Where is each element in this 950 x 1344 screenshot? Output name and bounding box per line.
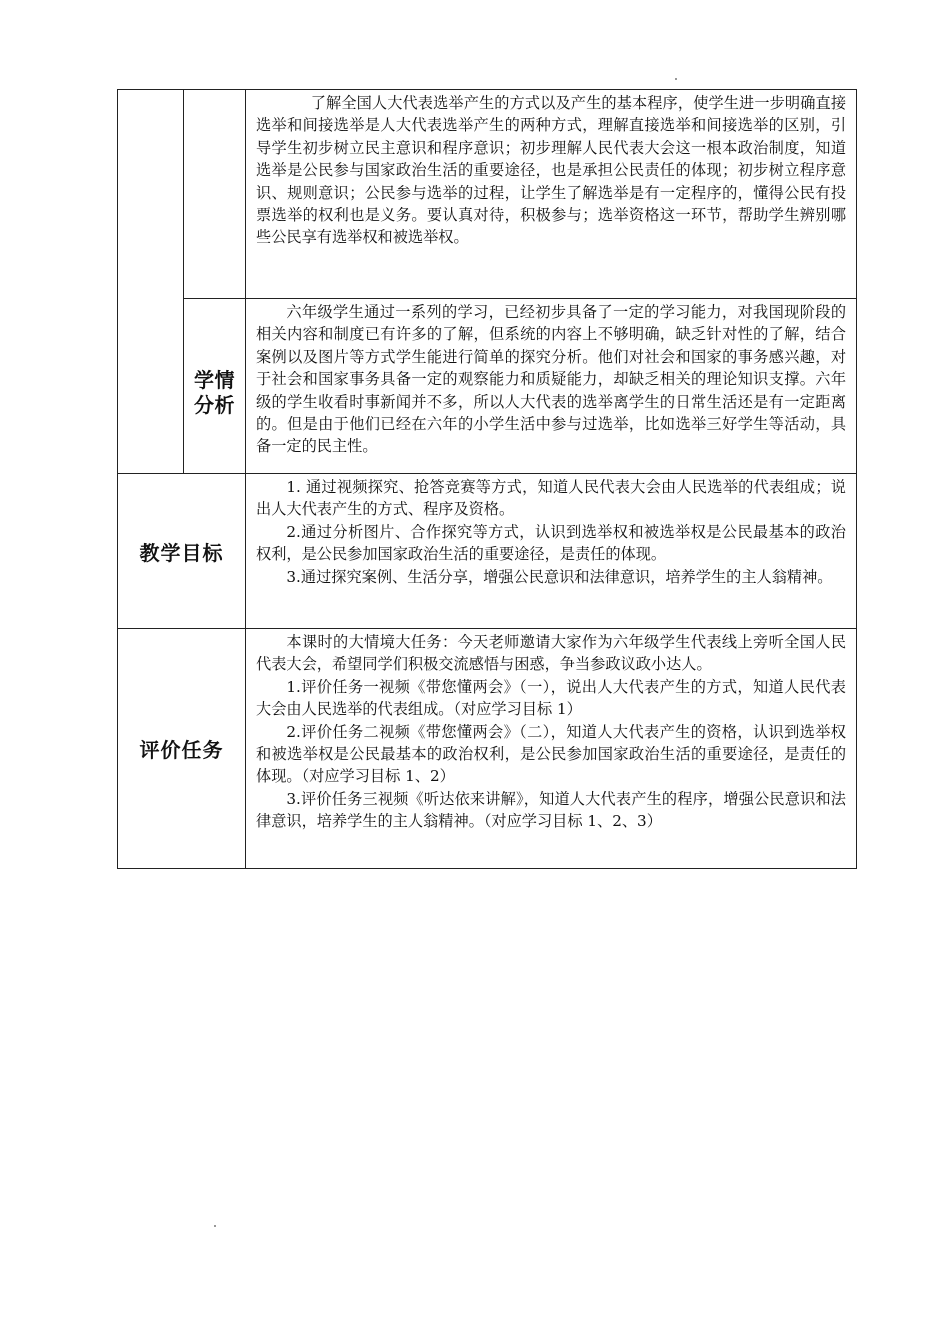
page-mark-top bbox=[675, 78, 677, 80]
teaching-goals-label-cell bbox=[118, 474, 246, 629]
learning-analysis-label-line1: 学情 bbox=[194, 368, 235, 392]
continuation-content-cell bbox=[246, 90, 857, 299]
content-paragraph: 2.通过分析图片、合作探究等方式，认识到选举权和被选举权是公民最基本的政治权利，是公民参加国家政治生活的重要途径，是责任的体现。 bbox=[256, 522, 846, 564]
content-paragraph: 六年级学生通过一系列的学习，已经初步具备了一定的学习能力，对我国现阶段的相关内容和制度已有许多的了解，但系统的内容上不够明确，缺乏针对性的了解，结合案例以及图片等方式学生能进行简单的探究分析。他们对社会和国家的事务感兴趣，对于社会和国家事务具备一定的观察能力和质疑能力，却缺乏相关的理论知识支撑。六年级的学生收看时事新闻并不多，所以人大代表的选举离学生的日常生活还是有一定距离的。但是由于他们已经在六年的小学生活中参与过选举，比如选举三好学生等活动，具备一定的民主性。 bbox=[256, 303, 846, 456]
teaching-goals-content-cell bbox=[246, 474, 857, 629]
evaluation-tasks-content-cell bbox=[246, 629, 857, 869]
lesson-plan-table bbox=[117, 89, 857, 869]
content-paragraph: 3.通过探究案例、生活分享，增强公民意识和法律意识，培养学生的主人翁精神。 bbox=[286, 567, 833, 586]
content-paragraph: 了解全国人大代表选举产生的方式以及产生的基本程序，使学生进一步明确直接选举和间接选举是人大代表选举产生的两种方式，理解直接选举和间接选举的区别，引导学生初步树立民主意识和程序意识；初步理解人民代表大会这一根本政治制度，知道选举是公民参与国家政治生活的重要途径，也是承担公民责任的体现；初步树立程序意识、规则意识；公民参与选举的过程，让学生了解选举是有一定程序的，懂得公民有投票选举的权利也是义务。要认真对待，积极参与；选举资格这一环节，帮助学生辨别哪些公民享有选举权和被选举权。 bbox=[256, 94, 846, 247]
empty-label-cell bbox=[184, 90, 246, 299]
learning-analysis-label-cell bbox=[184, 299, 246, 474]
content-paragraph: 2.评价任务二视频《带您懂两会》（二），知道人大代表产生的资格，认识到选举权和被选举权是公民最基本的政治权利，是公民参加国家政治生活的重要途径，是责任的体现。（对应学习目标 1、2） bbox=[256, 722, 846, 786]
empty-merged-cell bbox=[118, 90, 184, 474]
learning-analysis-label-line2: 分析 bbox=[194, 393, 235, 417]
content-paragraph: 1. 通过视频探究、抢答竞赛等方式，知道人民代表大会由人民选举的代表组成；说出人大代表产生的方式、程序及资格。 bbox=[256, 478, 846, 519]
evaluation-tasks-label-cell bbox=[118, 629, 246, 869]
table-row bbox=[118, 299, 857, 474]
content-paragraph: 1.评价任务一视频《带您懂两会》（一），说出人大代表产生的方式，知道人民代表大会由人民选举的代表组成。（对应学习目标 1） bbox=[256, 677, 846, 719]
learning-analysis-content-cell bbox=[246, 299, 857, 474]
page-mark-bottom bbox=[214, 1225, 216, 1227]
content-paragraph: 本课时的大情境大任务：今天老师邀请大家作为六年级学生代表线上旁听全国人民代表大会，希望同学们积极交流感悟与困惑，争当参政议政小达人。 bbox=[256, 633, 846, 674]
table-row bbox=[118, 629, 857, 869]
teaching-goals-label: 教学目标 bbox=[139, 540, 224, 565]
evaluation-tasks-label: 评价任务 bbox=[139, 738, 224, 762]
table-row bbox=[118, 90, 857, 299]
table-row bbox=[118, 474, 857, 629]
content-paragraph: 3.评价任务三视频《听达依来讲解》，知道人大代表产生的程序，增强公民意识和法律意识，培养学生的主人翁精神。（对应学习目标 1、2、3） bbox=[256, 789, 846, 831]
